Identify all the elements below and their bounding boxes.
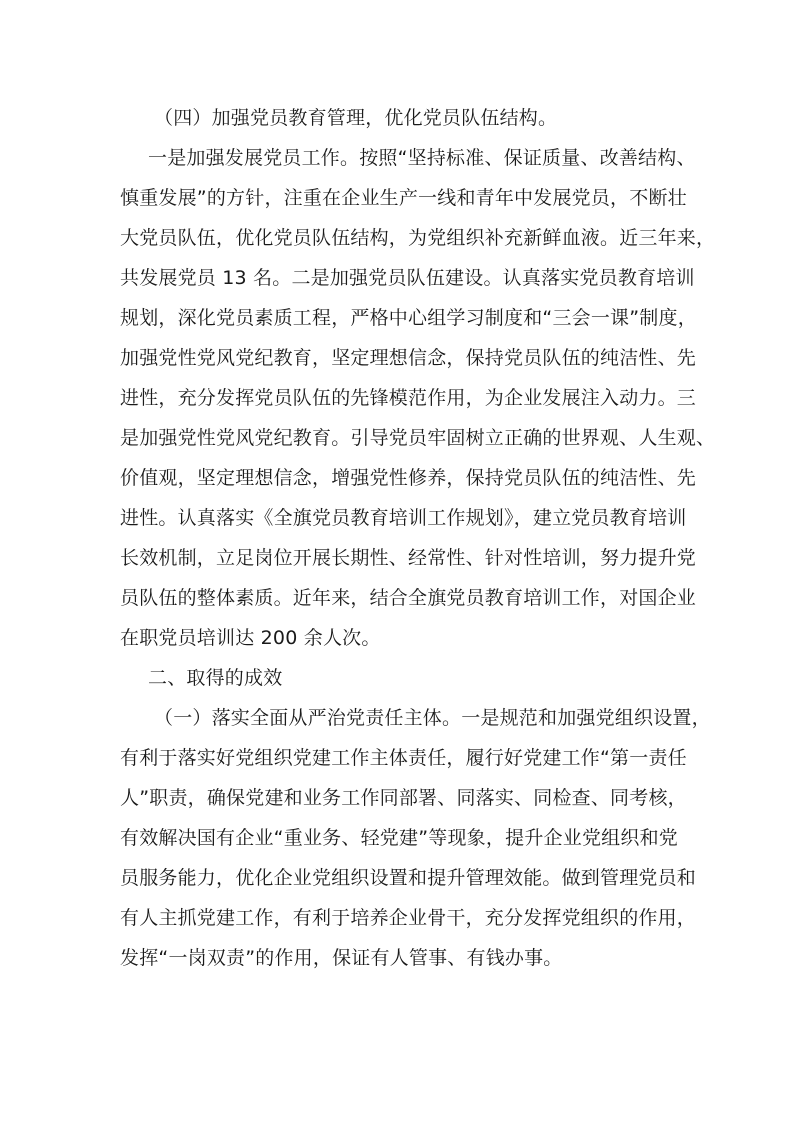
paragraph-line: 在职党员培训达 200 余人次。	[120, 627, 381, 649]
paragraph-line: 一是加强发展党员工作。按照“坚持标准、保证质量、改善结构、	[148, 147, 696, 169]
paragraph-line: 是加强党性党风党纪教育。引导党员牢固树立正确的世界观、人生观、	[120, 427, 716, 449]
section-heading: （四）加强党员教育管理，优化党员队伍结构。	[154, 107, 558, 129]
document-body	[120, 98, 716, 978]
section-heading: 二、取得的成效	[148, 667, 283, 689]
paragraph-line: 慎重发展”的方针，注重在企业生产一线和青年中发展党员，不断壮	[120, 187, 687, 209]
paragraph-line: 发挥“一岗双责”的作用，保证有人管事、有钱办事。	[120, 947, 563, 969]
paragraph	[120, 698, 711, 978]
paragraph-line: 进性，充分发挥党员队伍的先锋模范作用，为企业发展注入动力。三	[120, 387, 697, 409]
paragraph-line: 员服务能力，优化企业党组织设置和提升管理效能。做到管理党员和	[120, 867, 697, 889]
paragraph-line: 共发展党员 13 名。二是加强党员队伍建设。认真落实党员教育培训	[120, 267, 695, 289]
paragraph	[120, 138, 716, 658]
paragraph-line: 规划，深化党员素质工程，严格中心组学习制度和“三会一课”制度，	[120, 307, 697, 329]
paragraph-line: 员队伍的整体素质。近年来，结合全旗党员教育培训工作，对国企业	[120, 587, 697, 609]
paragraph-line: 大党员队伍，优化党员队伍结构，为党组织补充新鲜血液。近三年来，	[120, 227, 716, 249]
paragraph-line: （一）落实全面从严治党责任主体。一是规范和加强党组织设置，	[154, 707, 711, 729]
paragraph-line: 有效解决国有企业“重业务、轻党建”等现象，提升企业党组织和党	[120, 827, 678, 849]
paragraph-line: 长效机制，立足岗位开展长期性、经常性、针对性培训，努力提升党	[120, 547, 697, 569]
paragraph-line: 人”职责，确保党建和业务工作同部署、同落实、同检查、同考核，	[120, 787, 687, 809]
paragraph-line: 加强党性党风党纪教育，坚定理想信念，保持党员队伍的纯洁性、先	[120, 347, 697, 369]
paragraph-line: 进性。认真落实《全旗党员教育培训工作规划》，建立党员教育培训	[120, 507, 687, 529]
paragraph-line: 有人主抓党建工作，有利于培养企业骨干，充分发挥党组织的作用，	[120, 907, 697, 929]
paragraph-line: 价值观，坚定理想信念，增强党性修养，保持党员队伍的纯洁性、先	[120, 467, 697, 489]
paragraph-line: 有利于落实好党组织党建工作主体责任，履行好党建工作“第一责任	[120, 747, 687, 769]
